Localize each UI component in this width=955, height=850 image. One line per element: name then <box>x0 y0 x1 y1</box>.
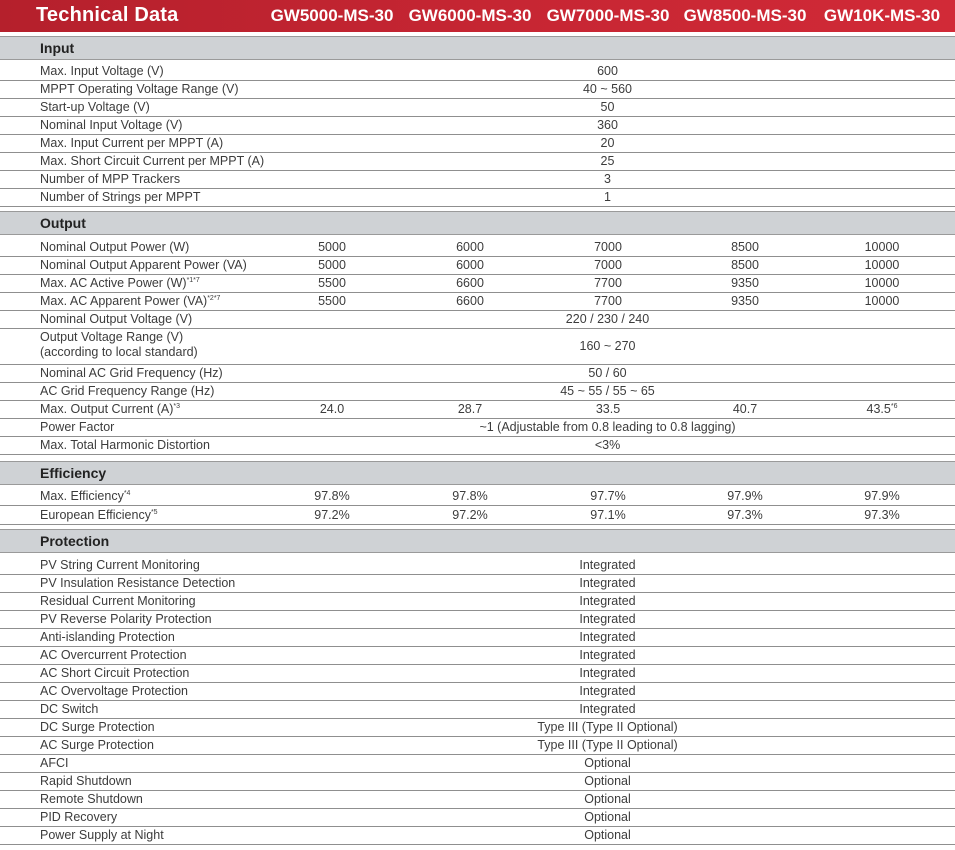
section-title: Efficiency <box>40 465 107 481</box>
table-row <box>0 329 955 365</box>
row-cell: 97.2% <box>314 508 350 522</box>
row-value: Type III (Type II Optional) <box>537 720 678 734</box>
row-label: PID Recovery <box>40 810 118 824</box>
row-label: Max. Input Voltage (V) <box>40 64 164 78</box>
row-label-line: (according to local standard) <box>40 345 198 359</box>
row-cell: 9350 <box>731 276 759 290</box>
table-row <box>0 437 955 455</box>
row-value: Optional <box>584 828 631 842</box>
row-label: DC Switch <box>40 702 99 716</box>
row-label: AC Overcurrent Protection <box>40 648 187 662</box>
row-value: Integrated <box>579 684 636 698</box>
row-label: PV Reverse Polarity Protection <box>40 612 212 626</box>
row-cell <box>822 402 942 416</box>
row-cell: 5500 <box>318 276 346 290</box>
row-cell: 5000 <box>318 240 346 254</box>
row-label: Number of Strings per MPPT <box>40 190 201 204</box>
row-cell: 6000 <box>456 258 484 272</box>
model-header: GW10K-MS-30 <box>823 6 941 25</box>
row-label: Power Supply at Night <box>40 828 164 842</box>
row-cell: 5500 <box>318 294 346 308</box>
row-value: 1 <box>604 190 611 204</box>
footnote-marker: *2*7 <box>207 295 221 302</box>
row-cell: 7000 <box>594 258 622 272</box>
row-cell: 7700 <box>594 294 622 308</box>
row-value: Optional <box>584 792 631 806</box>
row-value: Integrated <box>579 594 636 608</box>
row-value: Type III (Type II Optional) <box>537 738 678 752</box>
row-label: Residual Current Monitoring <box>40 594 196 608</box>
row-value: Integrated <box>579 612 636 626</box>
row-cell: 6600 <box>456 276 484 290</box>
row-cell: 7000 <box>594 240 622 254</box>
table-row <box>0 189 955 207</box>
row-label <box>40 489 130 503</box>
row-cell: 8500 <box>731 258 759 272</box>
row-value: 220 / 230 / 240 <box>565 312 650 326</box>
table-row <box>0 383 955 401</box>
table-row <box>0 63 955 81</box>
model-header: GW5000-MS-30 <box>270 6 394 25</box>
row-label: Start-up Voltage (V) <box>40 100 150 114</box>
row-value: 45 ~ 55 / 55 ~ 65 <box>560 384 655 398</box>
row-value: 600 <box>597 64 618 78</box>
table-row <box>0 611 955 629</box>
row-value: Integrated <box>579 630 636 644</box>
section-efficiency <box>0 461 955 485</box>
row-cell: 5000 <box>318 258 346 272</box>
row-value: 360 <box>597 118 618 132</box>
model-header: GW8500-MS-30 <box>683 6 807 25</box>
row-label: Nominal Output Voltage (V) <box>40 312 193 326</box>
table-row <box>0 791 955 809</box>
table-row <box>0 488 955 506</box>
table-row <box>0 257 955 275</box>
row-cell: 40.7 <box>732 402 758 416</box>
row-label: Number of MPP Trackers <box>40 172 181 186</box>
row-cell: 10000 <box>864 294 900 308</box>
row-label: Max. Input Current per MPPT (A) <box>40 136 224 150</box>
row-cell: 97.7% <box>590 489 626 503</box>
row-label <box>40 330 198 360</box>
page-title: Technical Data <box>36 4 179 26</box>
table-row <box>0 593 955 611</box>
row-cell: 97.1% <box>590 508 626 522</box>
row-cell: 10000 <box>864 258 900 272</box>
row-label: Anti-islanding Protection <box>40 630 175 644</box>
row-label: DC Surge Protection <box>40 720 155 734</box>
row-cell: 33.5 <box>595 402 621 416</box>
row-value: 25 <box>600 154 615 168</box>
row-label <box>40 294 220 308</box>
row-cell: 97.9% <box>864 489 900 503</box>
row-value: Integrated <box>579 648 636 662</box>
row-value: Integrated <box>579 666 636 680</box>
row-label: MPPT Operating Voltage Range (V) <box>40 82 239 96</box>
row-label: AC Grid Frequency Range (Hz) <box>40 384 215 398</box>
row-label-text: Max. AC Active Power (W) <box>40 276 187 290</box>
row-label: Nominal Input Voltage (V) <box>40 118 183 132</box>
row-cell: 8500 <box>731 240 759 254</box>
row-value: 20 <box>600 136 615 150</box>
table-row <box>0 153 955 171</box>
table-row <box>0 293 955 311</box>
row-cell: 10000 <box>864 240 900 254</box>
row-cell: 97.9% <box>727 489 763 503</box>
row-label: AFCI <box>40 756 69 770</box>
row-cell: 28.7 <box>457 402 483 416</box>
row-value: 50 <box>600 100 615 114</box>
section-input <box>0 36 955 60</box>
table-row <box>0 755 955 773</box>
row-label: Nominal Output Power (W) <box>40 240 190 254</box>
footnote-marker: *4 <box>123 490 131 497</box>
table-row <box>0 701 955 719</box>
header-bar <box>0 0 955 32</box>
row-cell-text: 43.5 <box>866 402 891 416</box>
row-cell: 97.2% <box>452 508 488 522</box>
row-label-text: European Efficiency <box>40 508 151 522</box>
row-cell: 24.0 <box>319 402 345 416</box>
table-row <box>0 647 955 665</box>
table-row <box>0 507 955 525</box>
table-row <box>0 809 955 827</box>
row-label <box>40 402 180 416</box>
table-row <box>0 401 955 419</box>
table-row <box>0 99 955 117</box>
table-row <box>0 135 955 153</box>
table-row <box>0 117 955 135</box>
model-header: GW6000-MS-30 <box>408 6 532 25</box>
row-label-line: Output Voltage Range (V) <box>40 330 184 344</box>
row-cell: 9350 <box>731 294 759 308</box>
row-label: AC Overvoltage Protection <box>40 684 188 698</box>
row-cell: 10000 <box>864 276 900 290</box>
footnote-marker: *1*7 <box>186 277 200 284</box>
row-value: Optional <box>584 774 631 788</box>
row-label: AC Short Circuit Protection <box>40 666 190 680</box>
row-label: Remote Shutdown <box>40 792 143 806</box>
row-value: ~1 (Adjustable from 0.8 leading to 0.8 lagging) <box>479 420 736 434</box>
row-label: PV String Current Monitoring <box>40 558 200 572</box>
row-value: Integrated <box>579 576 636 590</box>
row-value: 160 ~ 270 <box>579 339 636 353</box>
table-row <box>0 557 955 575</box>
row-cell: 7700 <box>594 276 622 290</box>
row-value: Optional <box>584 810 631 824</box>
table-row <box>0 81 955 99</box>
footnote-marker: *6 <box>890 403 898 410</box>
row-label: Rapid Shutdown <box>40 774 132 788</box>
table-row <box>0 827 955 845</box>
row-label-text: Max. Output Current (A) <box>40 402 174 416</box>
section-output <box>0 211 955 235</box>
row-label-text: Max. Efficiency <box>40 489 124 503</box>
row-cell: 97.3% <box>727 508 763 522</box>
row-label-text: Max. AC Apparent Power (VA) <box>40 294 208 308</box>
table-row <box>0 683 955 701</box>
table-row <box>0 419 955 437</box>
row-cell: 6600 <box>456 294 484 308</box>
section-title: Output <box>40 215 86 231</box>
row-cell: 6000 <box>456 240 484 254</box>
row-value: Integrated <box>579 702 636 716</box>
table-row <box>0 665 955 683</box>
row-value: 3 <box>604 172 611 186</box>
row-value: <3% <box>594 438 621 452</box>
section-protection <box>0 529 955 553</box>
row-cell: 97.3% <box>864 508 900 522</box>
row-cell: 97.8% <box>452 489 488 503</box>
footnote-marker: *3 <box>173 403 180 410</box>
table-row <box>0 239 955 257</box>
model-header: GW7000-MS-30 <box>546 6 670 25</box>
row-label: AC Surge Protection <box>40 738 154 752</box>
table-row <box>0 629 955 647</box>
section-title: Protection <box>40 533 110 549</box>
table-row <box>0 773 955 791</box>
row-label: Nominal Output Apparent Power (VA) <box>40 258 247 272</box>
row-cell: 97.8% <box>314 489 350 503</box>
row-label: Max. Total Harmonic Distortion <box>40 438 210 452</box>
row-value: 40 ~ 560 <box>582 82 632 96</box>
table-row <box>0 171 955 189</box>
table-row <box>0 311 955 329</box>
row-label <box>40 508 158 522</box>
table-row <box>0 575 955 593</box>
table-row <box>0 365 955 383</box>
row-label: Power Factor <box>40 420 115 434</box>
row-label <box>40 276 200 290</box>
row-value: 50 / 60 <box>588 366 627 380</box>
table-row <box>0 737 955 755</box>
row-value: Integrated <box>579 558 636 572</box>
row-label: PV Insulation Resistance Detection <box>40 576 236 590</box>
section-title: Input <box>40 40 75 56</box>
row-label: Nominal AC Grid Frequency (Hz) <box>40 366 223 380</box>
row-label: Max. Short Circuit Current per MPPT (A) <box>40 154 265 168</box>
table-row <box>0 719 955 737</box>
row-value: Optional <box>584 756 631 770</box>
footnote-marker: *5 <box>150 509 158 516</box>
table-row <box>0 275 955 293</box>
